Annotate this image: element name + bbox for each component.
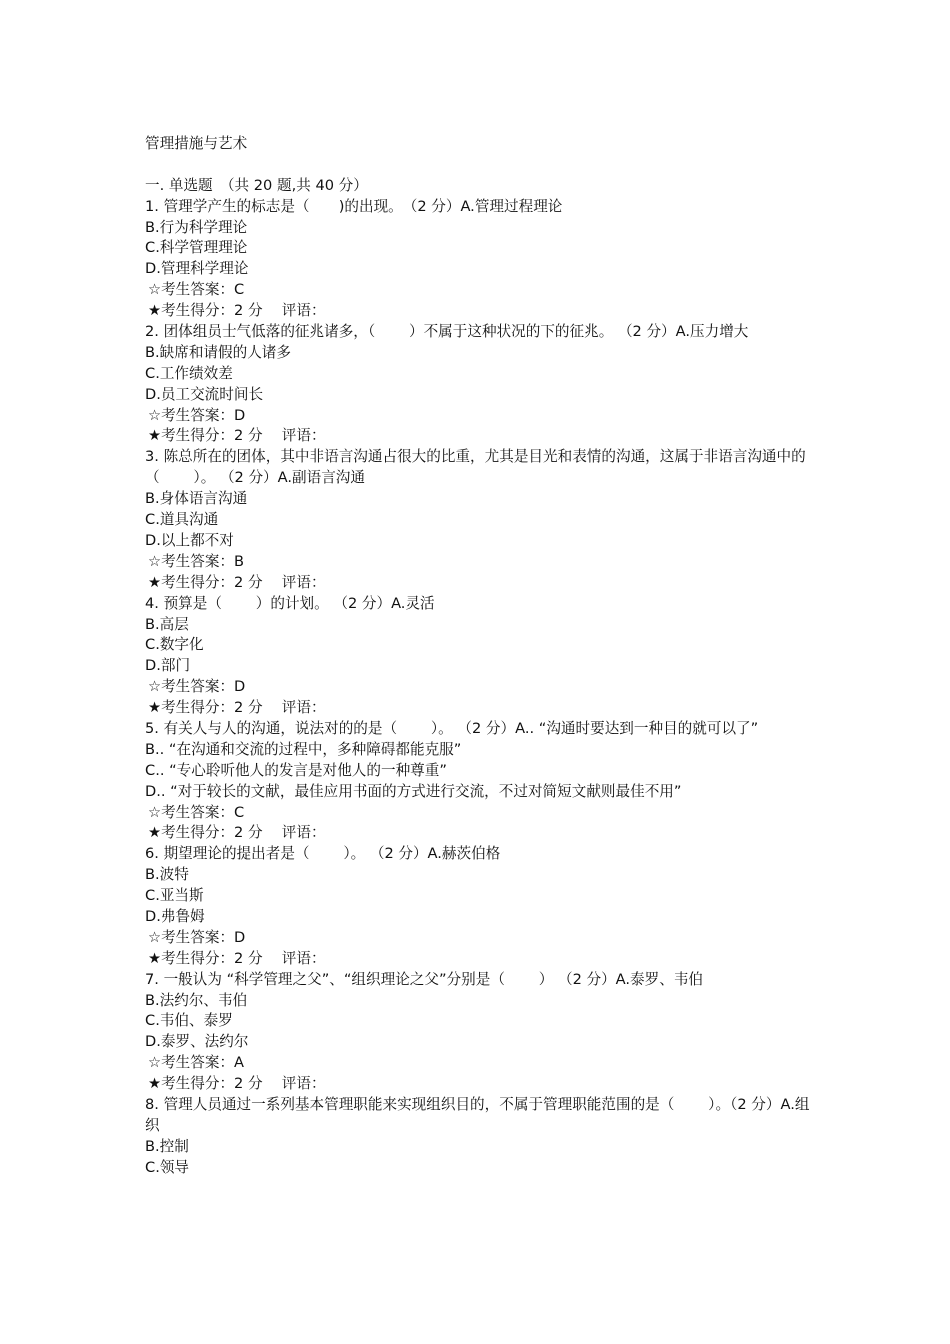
question-stem: 4. 预算是（ ）的计划。 （2 分）A.灵活	[145, 594, 435, 612]
student-answer: ☆考生答案：C	[148, 281, 245, 299]
student-score: ★考生得分：2 分 评语：	[148, 949, 326, 967]
question-option: B.. “在沟通和交流的过程中，多种障碍都能克服”	[145, 740, 462, 758]
question-option: C.数字化	[145, 636, 204, 654]
question-option: B.身体语言沟通	[145, 490, 248, 508]
student-score: ★考生得分：2 分 评语：	[148, 699, 326, 717]
question-option: B.缺席和请假的人诸多	[145, 343, 291, 361]
question-8	[145, 1095, 813, 1179]
question-option: C.亚当斯	[145, 887, 204, 905]
student-answer: ☆考生答案：D	[148, 678, 246, 696]
question-6	[145, 844, 813, 969]
student-answer: ☆考生答案：C	[148, 803, 245, 821]
question-stem: 1. 管理学产生的标志是（ )的出现。 （2 分）A.管理过程理论	[145, 197, 563, 215]
question-stem: 6. 期望理论的提出者是（ ）。 （2 分）A.赫茨伯格	[145, 845, 501, 863]
question-option: C.工作绩效差	[145, 364, 233, 382]
question-5	[145, 719, 813, 844]
question-3	[145, 447, 813, 593]
student-answer: ☆考生答案：A	[148, 1054, 245, 1072]
student-score: ★考生得分：2 分 评语：	[148, 824, 326, 842]
question-option: C.道具沟通	[145, 511, 219, 529]
question-option: B.波特	[145, 866, 189, 884]
question-option: C.韦伯、泰罗	[145, 1012, 233, 1030]
question-option: D.以上都不对	[145, 531, 234, 549]
question-option: D.. “对于较长的文献，最佳应用书面的方式进行交流，不过对简短文献则最佳不用”	[145, 782, 682, 800]
document-title: 管理措施与艺术	[145, 135, 248, 152]
question-1	[145, 197, 813, 322]
question-2	[145, 322, 813, 447]
question-option: C.科学管理理论	[145, 239, 248, 257]
question-option: D.员工交流时间长	[145, 385, 264, 403]
question-option: B.控制	[145, 1137, 189, 1155]
question-option: D.管理科学理论	[145, 260, 249, 278]
question-stem: 2. 团体组员士气低落的征兆诸多，（ ）不属于这种状况的下的征兆。 （2 分）A.压力增大	[145, 323, 749, 341]
question-option: C.. “专心聆听他人的发言是对他人的一种尊重”	[145, 761, 447, 779]
student-answer: ☆考生答案：D	[148, 406, 246, 424]
student-score: ★考生得分：2 分 评语：	[148, 302, 326, 320]
question-4	[145, 594, 813, 719]
document-page	[145, 134, 813, 1179]
question-option: D.弗鲁姆	[145, 908, 205, 926]
question-option: C.领导	[145, 1158, 190, 1176]
question-option: D.部门	[145, 657, 191, 675]
student-answer: ☆考生答案：D	[148, 928, 246, 946]
question-stem: 3. 陈总所在的团体，其中非语言沟通占很大的比重，尤其是目光和表情的沟通，这属于非语言沟通中的（ ）。 （2 分）A.副语言沟通	[145, 448, 806, 487]
question-stem: 7. 一般认为 “科学管理之父”、“组织理论之父”分别是（ ） （2 分）A.泰罗、韦伯	[145, 970, 704, 988]
question-option: B.高层	[145, 615, 189, 633]
student-answer: ☆考生答案：B	[148, 552, 245, 570]
question-option: D.泰罗、法约尔	[145, 1033, 249, 1051]
question-stem: 8. 管理人员通过一系列基本管理职能来实现组织目的，不属于管理职能范围的是（ ）。（2 分）A.组织	[145, 1096, 810, 1134]
student-score: ★考生得分：2 分 评语：	[148, 427, 326, 445]
question-option: B.法约尔、韦伯	[145, 991, 248, 1009]
question-option: B.行为科学理论	[145, 218, 248, 236]
section-heading: 一. 单选题 （共 20 题,共 40 分）	[145, 176, 368, 194]
question-7	[145, 970, 813, 1095]
question-stem: 5. 有关人与人的沟通，说法对的的是（ ）。 （2 分）A.. “沟通时要达到一种目的就可以了”	[145, 719, 759, 737]
student-score: ★考生得分：2 分 评语：	[148, 1075, 326, 1093]
student-score: ★考生得分：2 分 评语：	[148, 573, 326, 591]
